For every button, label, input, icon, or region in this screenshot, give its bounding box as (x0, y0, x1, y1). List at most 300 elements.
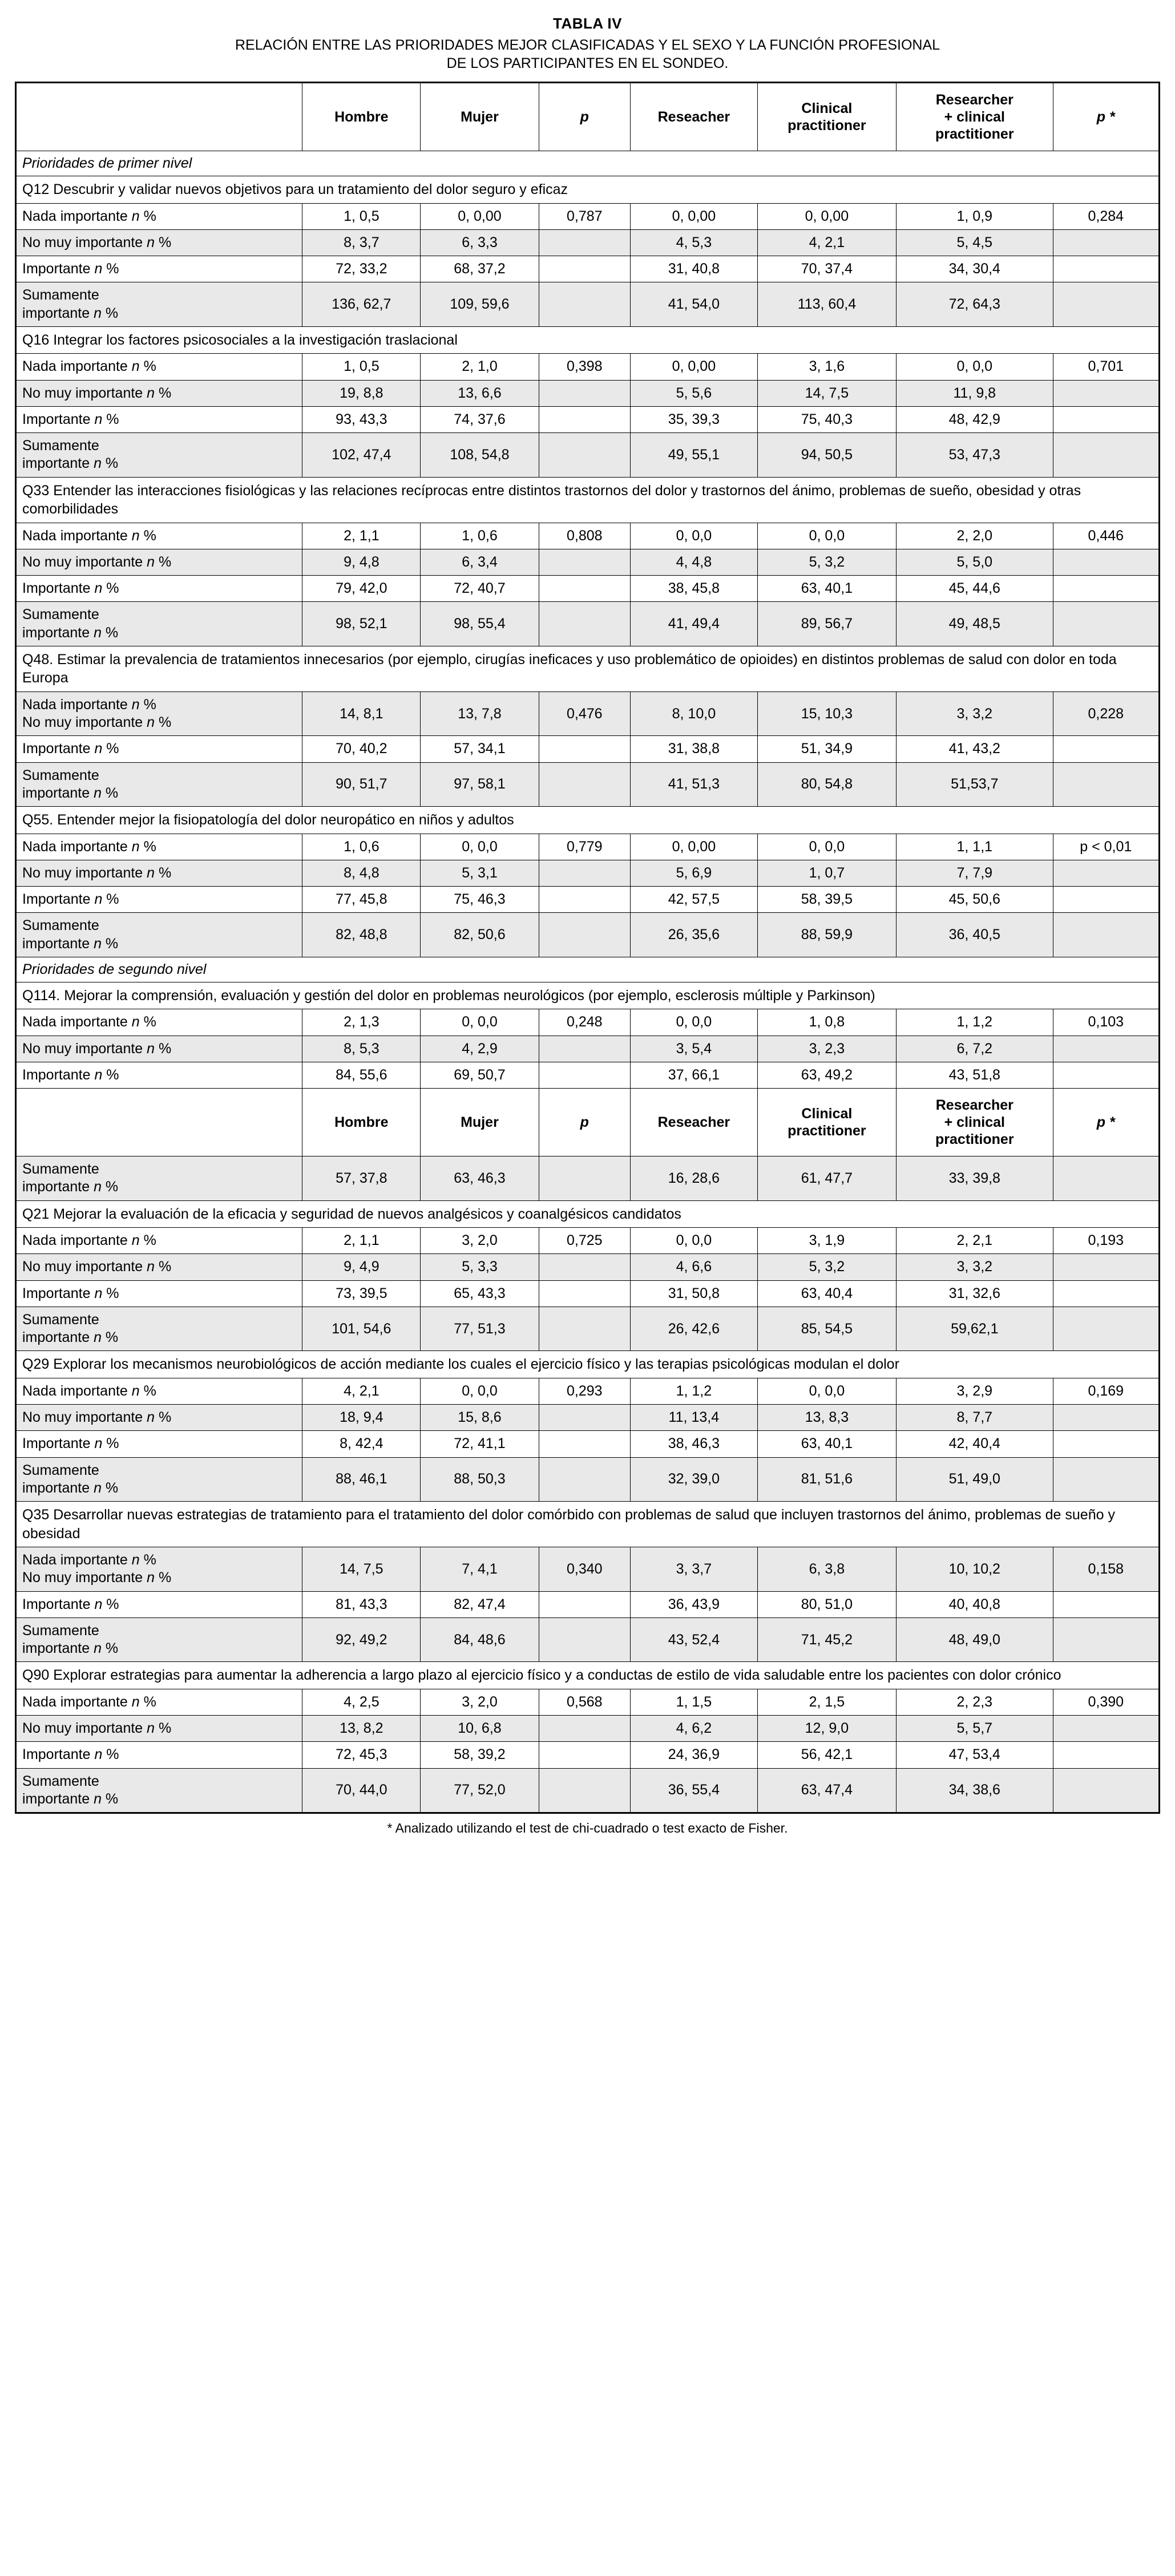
table-row (16, 1689, 1160, 1715)
row-cell-1: 57, 34,1 (421, 736, 539, 762)
row-cell-4: 113, 60,4 (757, 282, 896, 327)
row-cell-5: 34, 30,4 (897, 256, 1053, 282)
row-cell-5: 5, 5,0 (897, 549, 1053, 575)
row-label: Sumamente importante n % (16, 1768, 302, 1813)
row-cell-3: 36, 43,9 (631, 1591, 758, 1617)
table-row (16, 1405, 1160, 1431)
row-cell-5: 2, 2,0 (897, 523, 1053, 549)
row-cell-0: 19, 8,8 (302, 380, 421, 406)
row-cell-0: 1, 0,5 (302, 354, 421, 380)
row-cell-5: 11, 9,8 (897, 380, 1053, 406)
row-cell-1: 0, 0,0 (421, 1009, 539, 1036)
header-blank (16, 83, 302, 151)
row-cell-1: 77, 52,0 (421, 1768, 539, 1813)
table-row (16, 406, 1160, 432)
row-cell-2 (539, 406, 631, 432)
row-cell-5: 59,62,1 (897, 1307, 1053, 1351)
row-cell-1: 63, 46,3 (421, 1156, 539, 1201)
row-cell-6 (1053, 1716, 1159, 1742)
priorities-table (15, 82, 1160, 1814)
header-mujer: Mujer (421, 83, 539, 151)
row-cell-3: 11, 13,4 (631, 1405, 758, 1431)
row-label: Importante n % (16, 1742, 302, 1768)
question-heading-label: Q29 Explorar los mecanismos neurobiológicos de acción mediante los cuales el ejercicio físico y las terapias psicológicas modulan el dolor (16, 1351, 1160, 1378)
row-cell-4: 71, 45,2 (757, 1617, 896, 1662)
row-cell-4: 13, 8,3 (757, 1405, 896, 1431)
row-label: No muy importante n % (16, 229, 302, 256)
question-heading-row (16, 646, 1160, 691)
row-cell-1: 74, 37,6 (421, 406, 539, 432)
table-row (16, 913, 1160, 957)
table-row (16, 1156, 1160, 1201)
row-cell-2 (539, 736, 631, 762)
table-row (16, 1431, 1160, 1457)
row-cell-5: 0, 0,0 (897, 354, 1053, 380)
section-heading-row (16, 957, 1160, 982)
row-cell-6 (1053, 1591, 1159, 1617)
row-cell-3: 1, 1,2 (631, 1378, 758, 1404)
table-row (16, 1254, 1160, 1280)
header-p-star: p * (1053, 83, 1159, 151)
row-cell-5: 2, 2,3 (897, 1689, 1053, 1715)
header-researcher-clinical: Researcher + clinical practitioner (897, 83, 1053, 151)
row-label: Sumamente importante n % (16, 433, 302, 478)
row-cell-6: p < 0,01 (1053, 834, 1159, 860)
table-row (16, 203, 1160, 229)
row-cell-2 (539, 380, 631, 406)
row-cell-1: 15, 8,6 (421, 1405, 539, 1431)
row-cell-1: 3, 2,0 (421, 1228, 539, 1254)
header-hombre: Hombre (302, 1089, 421, 1156)
row-cell-5: 5, 4,5 (897, 229, 1053, 256)
row-cell-3: 16, 28,6 (631, 1156, 758, 1201)
row-label: Nada importante n % (16, 354, 302, 380)
header-researcher: Reseacher (631, 83, 758, 151)
row-cell-3: 26, 35,6 (631, 913, 758, 957)
table-row (16, 1742, 1160, 1768)
row-cell-1: 0, 0,0 (421, 1378, 539, 1404)
row-cell-1: 7, 4,1 (421, 1547, 539, 1592)
row-cell-2: 0,340 (539, 1547, 631, 1592)
row-cell-1: 0, 0,00 (421, 203, 539, 229)
header-p-star: p * (1053, 1089, 1159, 1156)
row-cell-2 (539, 1280, 631, 1307)
row-cell-4: 63, 40,4 (757, 1280, 896, 1307)
row-cell-0: 18, 9,4 (302, 1405, 421, 1431)
table-row (16, 1768, 1160, 1813)
row-cell-6 (1053, 282, 1159, 327)
row-cell-4: 3, 2,3 (757, 1036, 896, 1062)
row-cell-6 (1053, 1768, 1159, 1813)
row-cell-2: 0,398 (539, 354, 631, 380)
table-row (16, 887, 1160, 913)
row-cell-0: 101, 54,6 (302, 1307, 421, 1351)
row-cell-0: 2, 1,1 (302, 523, 421, 549)
row-cell-2 (539, 1431, 631, 1457)
row-cell-2 (539, 1617, 631, 1662)
table-caption (15, 36, 1160, 72)
table-row (16, 1547, 1160, 1592)
row-cell-2 (539, 887, 631, 913)
row-cell-0: 88, 46,1 (302, 1457, 421, 1502)
table-header-row (16, 83, 1160, 151)
header-researcher: Reseacher (631, 1089, 758, 1156)
row-cell-4: 70, 37,4 (757, 256, 896, 282)
title-block (15, 15, 1160, 72)
row-cell-2: 0,787 (539, 203, 631, 229)
row-cell-4: 51, 34,9 (757, 736, 896, 762)
question-heading-row (16, 982, 1160, 1009)
row-cell-2 (539, 1062, 631, 1088)
row-cell-3: 3, 3,7 (631, 1547, 758, 1592)
question-heading-label: Q114. Mejorar la comprensión, evaluación y gestión del dolor en problemas neurológicos (por ejemplo, esclerosis múltiple y Parkinson) (16, 982, 1160, 1009)
row-cell-5: 7, 7,9 (897, 860, 1053, 886)
row-cell-6: 0,169 (1053, 1378, 1159, 1404)
row-cell-6: 0,284 (1053, 203, 1159, 229)
question-heading-label: Q90 Explorar estrategias para aumentar la adherencia a largo plazo al ejercicio físico y a conductas de estilo de vida saludable entre los pacientes con dolor crónico (16, 1662, 1160, 1689)
row-cell-2 (539, 1591, 631, 1617)
table-header-row (16, 1089, 1160, 1156)
row-cell-3: 24, 36,9 (631, 1742, 758, 1768)
row-cell-5: 3, 3,2 (897, 691, 1053, 736)
row-label: Nada importante n % (16, 1228, 302, 1254)
row-cell-3: 4, 4,8 (631, 549, 758, 575)
row-cell-4: 63, 47,4 (757, 1768, 896, 1813)
row-cell-2: 0,248 (539, 1009, 631, 1036)
table-row (16, 1716, 1160, 1742)
row-cell-0: 8, 3,7 (302, 229, 421, 256)
row-cell-1: 82, 47,4 (421, 1591, 539, 1617)
row-cell-0: 1, 0,5 (302, 203, 421, 229)
row-cell-1: 65, 43,3 (421, 1280, 539, 1307)
question-heading-row (16, 1351, 1160, 1378)
row-cell-2 (539, 762, 631, 807)
row-cell-0: 14, 7,5 (302, 1547, 421, 1592)
row-cell-1: 72, 40,7 (421, 576, 539, 602)
table-row (16, 860, 1160, 886)
row-label: Importante n % (16, 256, 302, 282)
row-label: No muy importante n % (16, 380, 302, 406)
row-cell-4: 1, 0,8 (757, 1009, 896, 1036)
row-cell-5: 41, 43,2 (897, 736, 1053, 762)
row-label: Sumamente importante n % (16, 282, 302, 327)
row-cell-5: 43, 51,8 (897, 1062, 1053, 1088)
table-row (16, 1378, 1160, 1404)
row-label: No muy importante n % (16, 1405, 302, 1431)
row-cell-5: 6, 7,2 (897, 1036, 1053, 1062)
row-cell-0: 8, 42,4 (302, 1431, 421, 1457)
row-cell-6 (1053, 913, 1159, 957)
row-cell-2 (539, 282, 631, 327)
section-heading-label: Prioridades de segundo nivel (16, 957, 1160, 982)
header-hombre: Hombre (302, 83, 421, 151)
row-cell-5: 5, 5,7 (897, 1716, 1053, 1742)
header-clinical-practitioner: Clinical practitioner (757, 1089, 896, 1156)
row-cell-4: 80, 54,8 (757, 762, 896, 807)
row-cell-5: 47, 53,4 (897, 1742, 1053, 1768)
section-heading-label: Prioridades de primer nivel (16, 151, 1160, 176)
table-row (16, 602, 1160, 646)
table-row (16, 736, 1160, 762)
row-label: Nada importante n % (16, 1689, 302, 1715)
row-cell-1: 82, 50,6 (421, 913, 539, 957)
row-label: Importante n % (16, 1280, 302, 1307)
row-cell-1: 6, 3,4 (421, 549, 539, 575)
question-heading-label: Q16 Integrar los factores psicosociales a la investigación traslacional (16, 326, 1160, 354)
row-cell-0: 72, 45,3 (302, 1742, 421, 1768)
row-cell-6 (1053, 1431, 1159, 1457)
row-label: Nada importante n % (16, 203, 302, 229)
row-cell-0: 98, 52,1 (302, 602, 421, 646)
row-cell-1: 4, 2,9 (421, 1036, 539, 1062)
row-cell-4: 81, 51,6 (757, 1457, 896, 1502)
row-cell-3: 4, 5,3 (631, 229, 758, 256)
row-label: Importante n % (16, 887, 302, 913)
row-cell-1: 69, 50,7 (421, 1062, 539, 1088)
question-heading-row (16, 477, 1160, 523)
row-cell-6 (1053, 576, 1159, 602)
row-cell-5: 3, 2,9 (897, 1378, 1053, 1404)
row-cell-2 (539, 549, 631, 575)
row-cell-4: 0, 0,0 (757, 523, 896, 549)
row-cell-6 (1053, 736, 1159, 762)
table-caption-line-2: DE LOS PARTICIPANTES EN EL SONDEO. (446, 55, 729, 71)
row-cell-6 (1053, 762, 1159, 807)
row-label: Sumamente importante n % (16, 762, 302, 807)
row-cell-0: 14, 8,1 (302, 691, 421, 736)
row-cell-3: 31, 38,8 (631, 736, 758, 762)
row-cell-6: 0,390 (1053, 1689, 1159, 1715)
row-cell-5: 51, 49,0 (897, 1457, 1053, 1502)
question-heading-label: Q21 Mejorar la evaluación de la eficacia y seguridad de nuevos analgésicos y coanalgésicos candidatos (16, 1200, 1160, 1228)
row-label: Nada importante n % (16, 834, 302, 860)
row-cell-2 (539, 1457, 631, 1502)
table-row (16, 433, 1160, 478)
row-cell-5: 34, 38,6 (897, 1768, 1053, 1813)
row-cell-3: 1, 1,5 (631, 1689, 758, 1715)
table-row (16, 1617, 1160, 1662)
table-number: TABLA IV (553, 15, 622, 32)
row-cell-6 (1053, 1457, 1159, 1502)
row-cell-6: 0,446 (1053, 523, 1159, 549)
row-cell-6 (1053, 860, 1159, 886)
row-cell-3: 42, 57,5 (631, 887, 758, 913)
header-p: p (539, 83, 631, 151)
row-cell-6: 0,103 (1053, 1009, 1159, 1036)
row-cell-5: 72, 64,3 (897, 282, 1053, 327)
row-label: Nada importante n % No muy importante n % (16, 1547, 302, 1592)
row-cell-5: 53, 47,3 (897, 433, 1053, 478)
row-cell-6 (1053, 1617, 1159, 1662)
row-cell-0: 4, 2,5 (302, 1689, 421, 1715)
row-label: Nada importante n % (16, 1009, 302, 1036)
row-cell-5: 42, 40,4 (897, 1431, 1053, 1457)
row-cell-0: 90, 51,7 (302, 762, 421, 807)
row-cell-0: 102, 47,4 (302, 433, 421, 478)
row-cell-1: 68, 37,2 (421, 256, 539, 282)
row-cell-1: 58, 39,2 (421, 1742, 539, 1768)
header-p: p (539, 1089, 631, 1156)
row-cell-1: 3, 2,0 (421, 1689, 539, 1715)
row-cell-0: 73, 39,5 (302, 1280, 421, 1307)
row-cell-6 (1053, 887, 1159, 913)
row-cell-6 (1053, 1036, 1159, 1062)
row-cell-2 (539, 1036, 631, 1062)
row-cell-1: 2, 1,0 (421, 354, 539, 380)
table-row (16, 691, 1160, 736)
row-label: No muy importante n % (16, 1254, 302, 1280)
row-label: Nada importante n % (16, 1378, 302, 1404)
table-row (16, 256, 1160, 282)
table-row (16, 576, 1160, 602)
row-cell-5: 1, 0,9 (897, 203, 1053, 229)
row-label: Importante n % (16, 1062, 302, 1088)
row-label: Sumamente importante n % (16, 602, 302, 646)
row-cell-0: 57, 37,8 (302, 1156, 421, 1201)
row-cell-5: 31, 32,6 (897, 1280, 1053, 1307)
row-cell-1: 98, 55,4 (421, 602, 539, 646)
question-heading-row (16, 1662, 1160, 1689)
row-cell-4: 5, 3,2 (757, 1254, 896, 1280)
row-cell-6 (1053, 602, 1159, 646)
row-cell-4: 61, 47,7 (757, 1156, 896, 1201)
row-cell-1: 97, 58,1 (421, 762, 539, 807)
row-label: No muy importante n % (16, 860, 302, 886)
row-cell-1: 108, 54,8 (421, 433, 539, 478)
row-cell-0: 8, 5,3 (302, 1036, 421, 1062)
row-cell-3: 0, 0,0 (631, 1009, 758, 1036)
table-row (16, 229, 1160, 256)
table-row (16, 549, 1160, 575)
row-cell-5: 33, 39,8 (897, 1156, 1053, 1201)
table-row (16, 834, 1160, 860)
row-label: Importante n % (16, 736, 302, 762)
row-cell-3: 36, 55,4 (631, 1768, 758, 1813)
row-cell-4: 63, 40,1 (757, 576, 896, 602)
row-cell-2 (539, 256, 631, 282)
table-row (16, 1062, 1160, 1088)
row-cell-4: 89, 56,7 (757, 602, 896, 646)
row-label: Importante n % (16, 1431, 302, 1457)
row-cell-3: 4, 6,2 (631, 1716, 758, 1742)
row-cell-1: 1, 0,6 (421, 523, 539, 549)
section-heading-row (16, 151, 1160, 176)
row-cell-4: 3, 1,6 (757, 354, 896, 380)
row-cell-3: 31, 50,8 (631, 1280, 758, 1307)
row-cell-1: 10, 6,8 (421, 1716, 539, 1742)
row-cell-4: 2, 1,5 (757, 1689, 896, 1715)
row-cell-5: 51,53,7 (897, 762, 1053, 807)
row-cell-3: 38, 46,3 (631, 1431, 758, 1457)
row-label: No muy importante n % (16, 1036, 302, 1062)
row-cell-4: 0, 0,0 (757, 834, 896, 860)
row-cell-2: 0,293 (539, 1378, 631, 1404)
row-cell-0: 81, 43,3 (302, 1591, 421, 1617)
row-cell-0: 1, 0,6 (302, 834, 421, 860)
row-cell-3: 0, 0,00 (631, 354, 758, 380)
row-cell-6: 0,193 (1053, 1228, 1159, 1254)
row-cell-6: 0,701 (1053, 354, 1159, 380)
row-cell-1: 5, 3,3 (421, 1254, 539, 1280)
row-cell-3: 0, 0,0 (631, 1228, 758, 1254)
table-row (16, 523, 1160, 549)
row-cell-1: 77, 51,3 (421, 1307, 539, 1351)
row-label: Nada importante n % No muy importante n % (16, 691, 302, 736)
row-cell-3: 32, 39,0 (631, 1457, 758, 1502)
header-clinical-practitioner: Clinical practitioner (757, 83, 896, 151)
table-caption-line-1: RELACIÓN ENTRE LAS PRIORIDADES MEJOR CLASIFICADAS Y EL SEXO Y LA FUNCIÓN PROFESIONAL (235, 37, 940, 53)
row-cell-4: 94, 50,5 (757, 433, 896, 478)
row-cell-2: 0,725 (539, 1228, 631, 1254)
row-cell-5: 8, 7,7 (897, 1405, 1053, 1431)
row-cell-0: 70, 44,0 (302, 1768, 421, 1813)
row-label: Sumamente importante n % (16, 1307, 302, 1351)
row-cell-3: 5, 5,6 (631, 380, 758, 406)
row-cell-4: 14, 7,5 (757, 380, 896, 406)
question-heading-row (16, 807, 1160, 834)
row-cell-2 (539, 1405, 631, 1431)
row-cell-0: 2, 1,1 (302, 1228, 421, 1254)
row-cell-3: 8, 10,0 (631, 691, 758, 736)
row-cell-3: 35, 39,3 (631, 406, 758, 432)
row-cell-2 (539, 860, 631, 886)
row-cell-3: 41, 54,0 (631, 282, 758, 327)
row-label: No muy importante n % (16, 1716, 302, 1742)
row-cell-6 (1053, 229, 1159, 256)
row-cell-1: 5, 3,1 (421, 860, 539, 886)
row-cell-4: 88, 59,9 (757, 913, 896, 957)
row-cell-0: 77, 45,8 (302, 887, 421, 913)
row-cell-0: 4, 2,1 (302, 1378, 421, 1404)
header-blank (16, 1089, 302, 1156)
row-cell-6 (1053, 1405, 1159, 1431)
row-cell-1: 72, 41,1 (421, 1431, 539, 1457)
row-cell-3: 41, 51,3 (631, 762, 758, 807)
row-cell-3: 0, 0,00 (631, 203, 758, 229)
row-cell-6 (1053, 549, 1159, 575)
row-cell-4: 75, 40,3 (757, 406, 896, 432)
row-cell-3: 3, 5,4 (631, 1036, 758, 1062)
row-cell-1: 109, 59,6 (421, 282, 539, 327)
question-heading-label: Q35 Desarrollar nuevas estrategias de tratamiento para el tratamiento del dolor comórbido con problemas de salud que incluyen trastornos del ánimo, problemas de sueño y obesidad (16, 1502, 1160, 1547)
row-cell-5: 48, 49,0 (897, 1617, 1053, 1662)
row-cell-2 (539, 1716, 631, 1742)
question-heading-label: Q48. Estimar la prevalencia de tratamientos innecesarios (por ejemplo, cirugías ineficaces y uso problemático de opioides) en distintos problemas de salud con dolor en toda Europa (16, 646, 1160, 691)
row-cell-6 (1053, 256, 1159, 282)
row-cell-6 (1053, 433, 1159, 478)
row-cell-3: 38, 45,8 (631, 576, 758, 602)
row-cell-3: 31, 40,8 (631, 256, 758, 282)
row-cell-2 (539, 1742, 631, 1768)
row-cell-0: 9, 4,9 (302, 1254, 421, 1280)
row-cell-6 (1053, 1307, 1159, 1351)
row-cell-5: 45, 44,6 (897, 576, 1053, 602)
table-footnote: * Analizado utilizando el test de chi-cuadrado o test exacto de Fisher. (387, 1821, 788, 1835)
row-cell-4: 56, 42,1 (757, 1742, 896, 1768)
row-cell-3: 49, 55,1 (631, 433, 758, 478)
row-cell-2 (539, 576, 631, 602)
row-cell-6 (1053, 1280, 1159, 1307)
row-cell-2 (539, 1254, 631, 1280)
question-heading-row (16, 326, 1160, 354)
row-cell-2: 0,476 (539, 691, 631, 736)
row-cell-3: 37, 66,1 (631, 1062, 758, 1088)
row-cell-0: 84, 55,6 (302, 1062, 421, 1088)
row-cell-1: 0, 0,0 (421, 834, 539, 860)
row-cell-0: 2, 1,3 (302, 1009, 421, 1036)
row-cell-2 (539, 433, 631, 478)
row-cell-0: 9, 4,8 (302, 549, 421, 575)
